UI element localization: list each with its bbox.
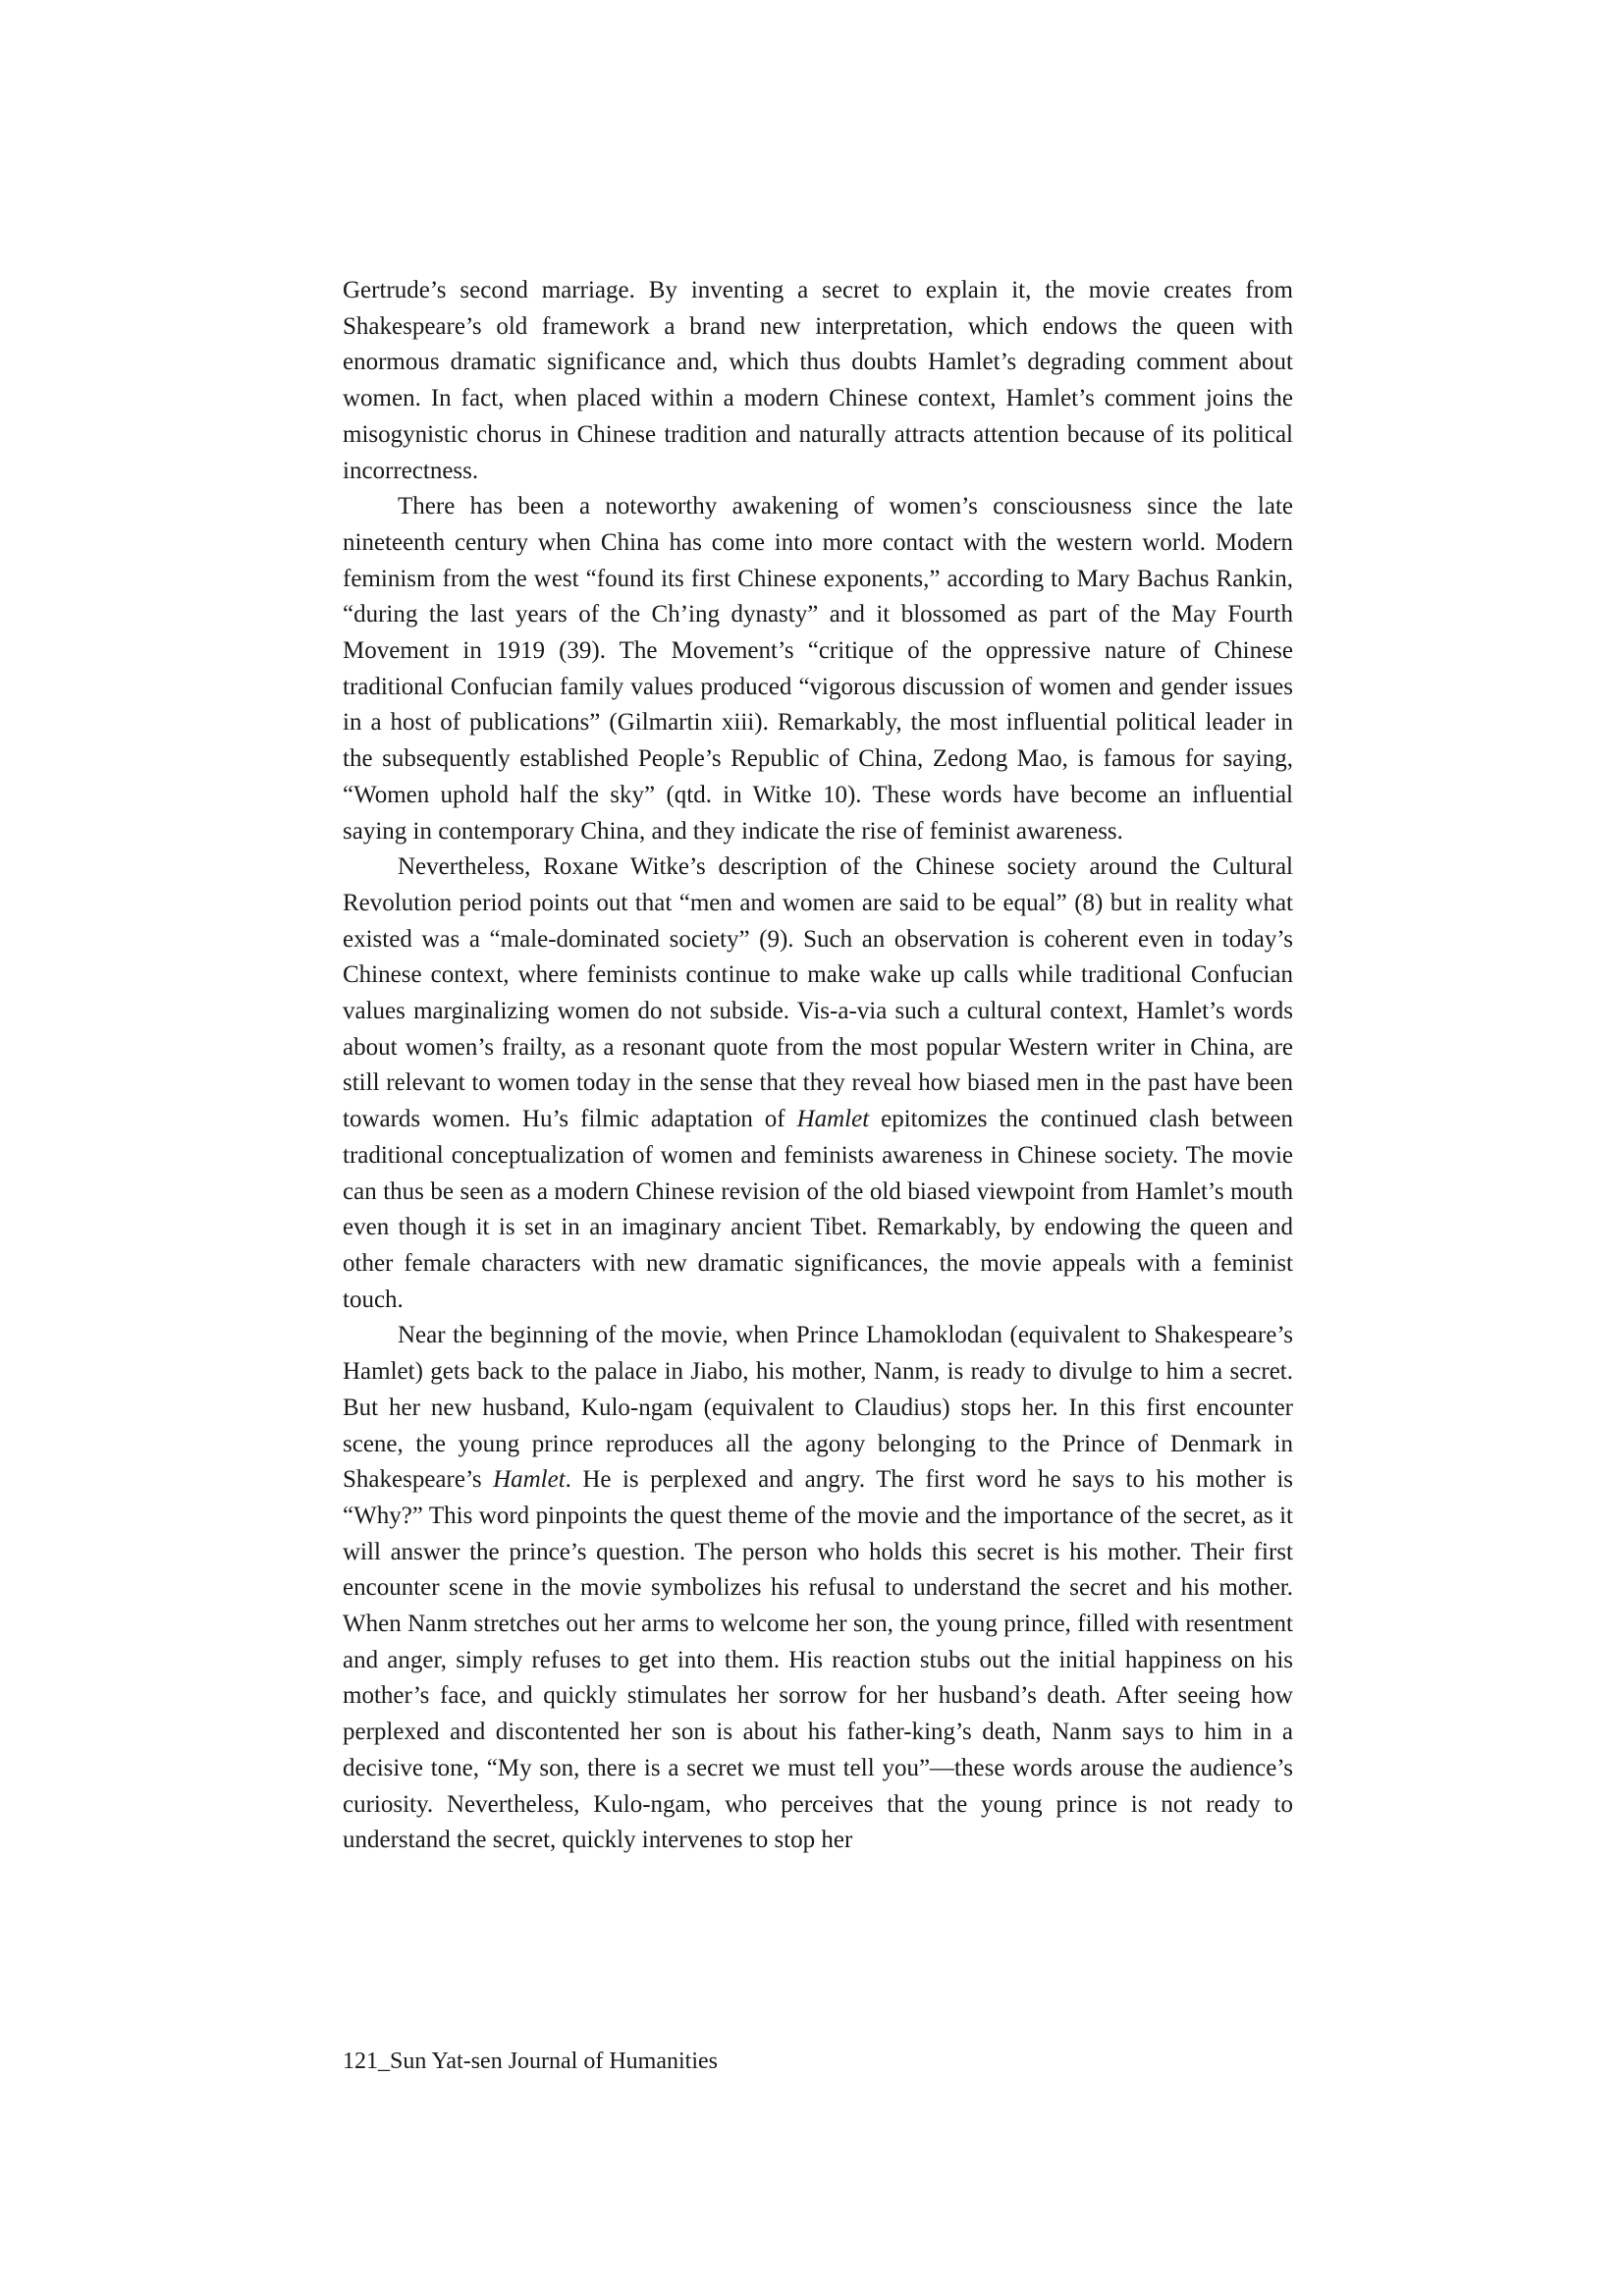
paragraph-text: There has been a noteworthy awakening of women’s consciousness since the late nineteenth century when China has come into more contact with the western world. Modern feminism from the west “found its first Chinese exponents,” according to Mary Bachus Rankin, “during the last years of the Ch’ing dynasty” and it blossomed as part of the May Fourth Movement in 1919 (39). The Movement’s “critique of the oppressive nature of Chinese traditional Confucian family values produced “vigorous discussion of women and gender issues in a host of publications” (Gilmartin xiii). Remarkably, the most influential political leader in the subsequently established People’s Republic of China, Zedong Mao, is famous for saying, “Women uphold half the sky” (qtd. in Witke 10). These words have become an influential saying in contemporary China, and they indicate the rise of feminist awareness. [343,493,1293,845]
italic-title: Hamlet [796,1106,870,1133]
running-footer: 121_Sun Yat-sen Journal of Humanities [343,2049,718,2074]
article-body [343,273,1293,1859]
paragraph-text: Gertrude’s second marriage. By inventing a secret to explain it, the movie creates from Shakespeare’s old framework a brand new interpretation, which endows the queen with enormous dramatic significance and, which thus doubts Hamlet’s degrading comment about women. In fact, when placed within a modern Chinese context, Hamlet’s comment joins the misogynistic chorus in Chinese tradition and naturally attracts attention because of its political incorrectness. [343,277,1293,484]
paragraph [343,489,1293,849]
paragraph [343,273,1293,489]
paragraph-text: Near the beginning of the movie, when Prince Lhamoklodan (equivalent to Shakespeare’s Hamlet) gets back to the palace in Jiabo, his mother, Nanm, is ready to divulge to him a secret. But her new husband, Kulo-ngam (equivalent to Claudius) stops her. In this first encounter scene, the young prince reproduces all the agony belonging to the Prince of Denmark in Shakespeare’s [343,1322,1293,1494]
paragraph [343,849,1293,1318]
paragraph [343,1318,1293,1859]
italic-title: Hamlet [493,1466,566,1494]
paragraph-text: . He is perplexed and angry. The first word he says to his mother is “Why?” This word pinpoints the quest theme of the movie and the importance of the secret, as it will answer the prince’s question. The person who holds this secret is his mother. Their first encounter scene in the movie symbolizes his refusal to understand the secret and his mother. When Nanm stretches out her arms to welcome her son, the young prince, filled with resentment and anger, simply refuses to get into them. His reaction stubs out the initial happiness on his mother’s face, and quickly stimulates her sorrow for her husband’s death. After seeing how perplexed and discontented her son is about his father-king’s death, Nanm says to him in a decisive tone, “My son, there is a secret we must tell you”—these words arouse the audience’s curiosity. Nevertheless, Kulo-ngam, who perceives that the young prince is not ready to understand the secret, quickly intervenes to stop her [343,1466,1293,1854]
paragraph-text: Nevertheless, Roxane Witke’s description of the Chinese society around the Cultural Revolution period points out that “men and women are said to be equal” (8) but in reality what existed was a “male-dominated society” (9). Such an observation is coherent even in today’s Chinese context, where feminists continue to make wake up calls while traditional Confucian values marginalizing women do not subside. Vis-a-via such a cultural context, Hamlet’s words about women’s frailty, as a resonant quote from the most popular Western writer in China, are still relevant to women today in the sense that they reveal how biased men in the past have been towards women. Hu’s filmic adaptation of [343,853,1293,1133]
paragraph-text: epitomizes the continued clash between traditional conceptualization of women and feminists awareness in Chinese society. The movie can thus be seen as a modern Chinese revision of the old biased viewpoint from Hamlet’s mouth even though it is set in an imaginary ancient Tibet. Remarkably, by endowing the queen and other female characters with new dramatic significances, the movie appeals with a feminist touch. [343,1106,1293,1313]
